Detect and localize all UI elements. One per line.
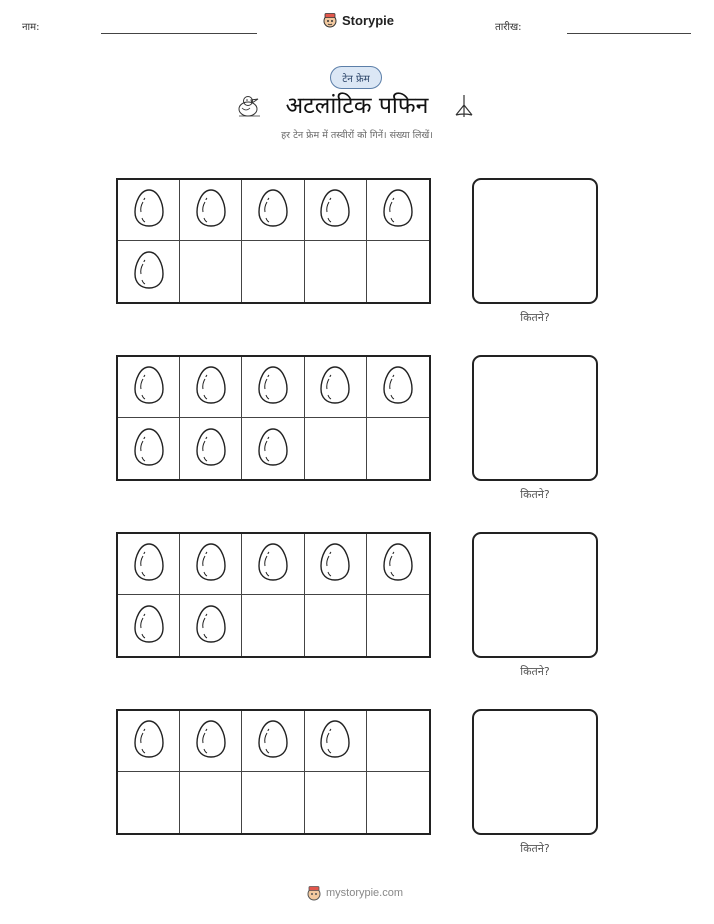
egg-icon <box>194 718 228 764</box>
egg-icon <box>256 187 290 233</box>
answer-box-4[interactable] <box>472 709 598 835</box>
frame-cell <box>180 534 242 595</box>
frame-cell <box>367 357 429 418</box>
frame-cell <box>367 418 429 479</box>
frame-cell <box>180 180 242 241</box>
date-label: तारीख: <box>495 22 522 33</box>
egg-icon <box>194 364 228 410</box>
frame-cell <box>242 357 304 418</box>
topic-tag: टेन फ्रेम <box>330 66 382 89</box>
how-many-label-2: कितने? <box>520 488 550 501</box>
egg-icon <box>132 187 166 233</box>
puffin-icon <box>236 94 264 118</box>
egg-icon <box>381 364 415 410</box>
frame-cell <box>118 418 180 479</box>
egg-icon <box>132 541 166 587</box>
egg-icon <box>132 718 166 764</box>
egg-icon <box>381 187 415 233</box>
frame-cell <box>367 772 429 833</box>
egg-icon <box>194 541 228 587</box>
egg-icon <box>318 541 352 587</box>
frame-cell <box>242 711 304 772</box>
how-many-label-3: कितने? <box>520 665 550 678</box>
frame-cell <box>305 418 367 479</box>
egg-icon <box>318 364 352 410</box>
frame-cell <box>305 711 367 772</box>
footer <box>306 885 403 901</box>
frame-cell <box>367 534 429 595</box>
frame-cell <box>367 180 429 241</box>
egg-icon <box>381 541 415 587</box>
egg-icon <box>132 426 166 472</box>
name-label: नाम: <box>22 22 40 33</box>
frame-cell <box>242 418 304 479</box>
egg-icon <box>256 364 290 410</box>
egg-icon <box>318 718 352 764</box>
frame-cell <box>242 772 304 833</box>
frame-cell <box>180 418 242 479</box>
ten-frame-3 <box>116 532 431 658</box>
frame-cell <box>367 711 429 772</box>
frame-cell <box>367 595 429 656</box>
instructions: हर टेन फ्रेम में तस्वीरों को गिनें। संख्या लिखें। <box>281 130 433 141</box>
frame-cell <box>242 595 304 656</box>
frame-cell <box>180 595 242 656</box>
frame-cell <box>180 241 242 302</box>
frame-cell <box>118 711 180 772</box>
brand-logo <box>322 12 394 28</box>
egg-icon <box>194 187 228 233</box>
answer-box-1[interactable] <box>472 178 598 304</box>
egg-icon <box>256 718 290 764</box>
frame-cell <box>118 357 180 418</box>
frame-cell <box>242 180 304 241</box>
egg-icon <box>256 541 290 587</box>
how-many-label-1: कितने? <box>520 311 550 324</box>
ten-frame-4 <box>116 709 431 835</box>
ten-frame-1 <box>116 178 431 304</box>
storypie-mascot-icon <box>306 885 322 901</box>
egg-icon <box>194 426 228 472</box>
frame-cell <box>242 241 304 302</box>
how-many-label-4: कितने? <box>520 842 550 855</box>
frame-cell <box>305 772 367 833</box>
frame-cell <box>180 711 242 772</box>
footer-url: mystorypie.com <box>326 887 404 899</box>
frame-cell <box>118 595 180 656</box>
frame-cell <box>118 241 180 302</box>
frame-cell <box>305 357 367 418</box>
frame-cell <box>305 180 367 241</box>
worksheet-title: अटलांटिक पफिन <box>285 93 429 119</box>
brand-name: Storypie <box>342 12 395 28</box>
egg-icon <box>256 426 290 472</box>
frame-cell <box>118 180 180 241</box>
egg-icon <box>132 364 166 410</box>
frame-cell <box>305 534 367 595</box>
frame-cell <box>118 772 180 833</box>
frame-cell <box>305 595 367 656</box>
date-line[interactable] <box>567 33 691 34</box>
frame-cell <box>305 241 367 302</box>
egg-icon <box>194 603 228 649</box>
storypie-mascot-icon <box>322 12 338 28</box>
ten-frame-2 <box>116 355 431 481</box>
frame-cell <box>242 534 304 595</box>
frame-cell <box>180 772 242 833</box>
name-line[interactable] <box>101 33 257 34</box>
frame-cell <box>367 241 429 302</box>
frame-cell <box>118 534 180 595</box>
frame-cell <box>180 357 242 418</box>
answer-box-3[interactable] <box>472 532 598 658</box>
egg-icon <box>318 187 352 233</box>
egg-icon <box>132 603 166 649</box>
puffin-foot-icon <box>452 93 476 119</box>
egg-icon <box>132 249 166 295</box>
answer-box-2[interactable] <box>472 355 598 481</box>
